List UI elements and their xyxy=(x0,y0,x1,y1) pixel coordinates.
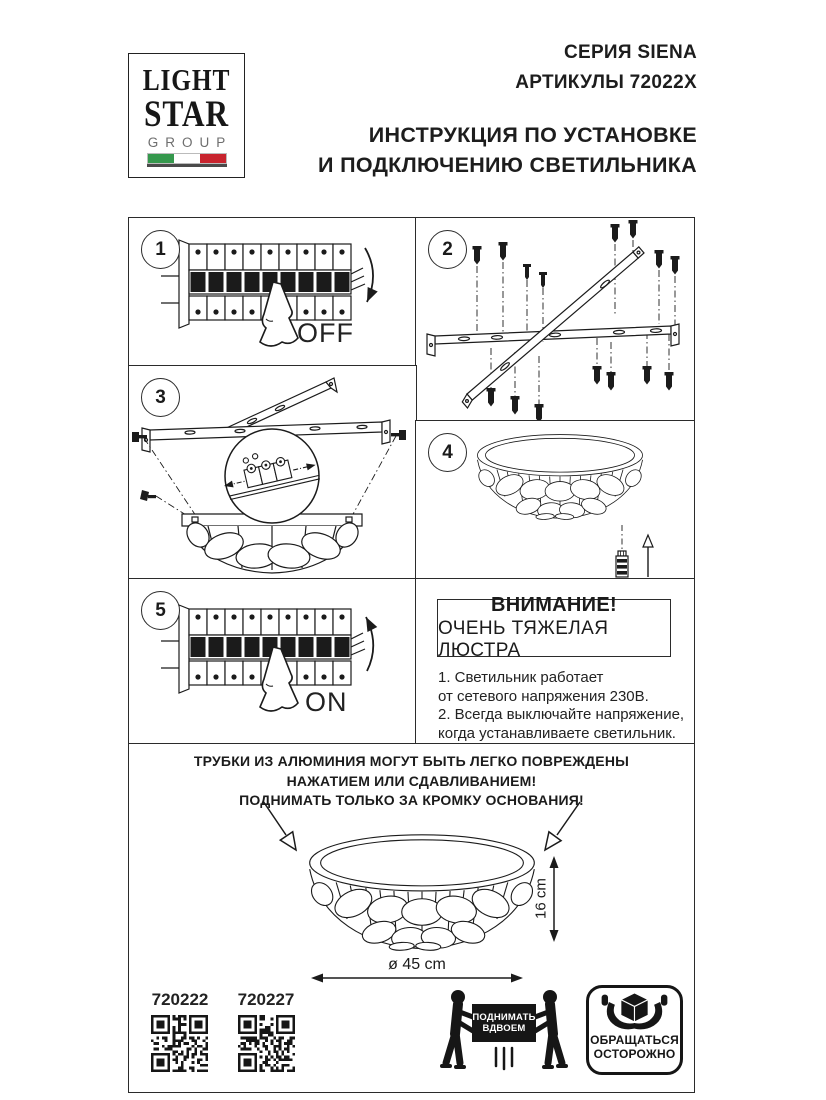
note-line-2: от сетевого напряжения 230В. xyxy=(438,687,649,705)
caution-line-2: НАЖАТИЕМ ИЛИ СДАВЛИВАНИЕМ! xyxy=(286,772,537,789)
italian-flag-stripe xyxy=(147,153,227,164)
logo-underline xyxy=(147,164,227,167)
care-badge-line-2: ОСТОРОЖНО xyxy=(593,1047,676,1061)
diameter-dimension-label: ø 45 cm xyxy=(388,956,446,973)
step-3-panel xyxy=(128,365,417,580)
warning-box xyxy=(437,594,671,661)
step-1-number-badge xyxy=(141,230,180,269)
circuit-breaker-on-diagram xyxy=(153,589,393,729)
lift-badge-line-2: ВДВОЕМ xyxy=(482,1023,526,1034)
step-4-number: 4 xyxy=(442,441,453,463)
instruction-title-line2: И ПОДКЛЮЧЕНИЮ СВЕТИЛЬНИКА xyxy=(318,153,697,177)
logo-word-group: GROUP xyxy=(147,135,233,150)
note-line-4: когда устанавливаете светильник. xyxy=(438,724,676,742)
lightstar-logo xyxy=(128,53,245,178)
step-3-number: 3 xyxy=(155,386,166,408)
step-4-panel xyxy=(415,420,695,580)
step-5-panel xyxy=(128,578,417,745)
warning-notes xyxy=(438,669,684,743)
step-2-number-badge xyxy=(428,230,467,269)
step-4-number-badge xyxy=(428,433,467,472)
breaker-off-label: OFF xyxy=(297,318,354,348)
step-5-number: 5 xyxy=(155,599,166,621)
handling-panel xyxy=(128,743,695,1093)
step-2-panel xyxy=(415,217,695,422)
step-1-panel xyxy=(128,217,417,367)
qr-code-720227 xyxy=(238,1015,295,1072)
lift-badge-text xyxy=(472,1004,536,1042)
flag-red-segment xyxy=(200,154,226,163)
warning-subtitle: ОЧЕНЬ ТЯЖЕЛАЯ ЛЮСТРА xyxy=(438,618,609,661)
article-code-2: 720227 xyxy=(237,990,295,1009)
logo-word-star: STAR xyxy=(144,94,229,135)
circuit-breaker-off-diagram xyxy=(153,224,393,364)
lift-badge-line-1: ПОДНИМАТЬ xyxy=(472,1012,536,1023)
articles-title: АРТИКУЛЫ 72022X xyxy=(515,72,697,93)
caution-line-3: ПОДНИМАТЬ ТОЛЬКО ЗА КРОМКУ ОСНОВАНИЯ! xyxy=(239,792,584,808)
care-badge-line-1: ОБРАЩАТЬСЯ xyxy=(590,1033,679,1047)
warning-title: ВНИМАНИЕ! xyxy=(491,594,617,616)
flag-green-segment xyxy=(148,154,174,163)
note-line-1: 1. Светильник работает xyxy=(438,669,604,686)
step-5-number-badge xyxy=(141,591,180,630)
bulb-part-insert-diagram xyxy=(608,525,662,579)
warning-panel xyxy=(415,578,695,745)
note-line-3: 2. Всегда выключайте напряжение, xyxy=(438,706,685,724)
article-code-1: 720222 xyxy=(151,990,209,1009)
lift-with-two-people-badge xyxy=(439,988,569,1080)
step-1-number: 1 xyxy=(155,238,166,260)
height-dimension-label: 16 cm xyxy=(532,878,550,919)
hands-holding-cube-icon xyxy=(590,991,679,1033)
instruction-title-line1: ИНСТРУКЦИЯ ПО УСТАНОВКЕ xyxy=(368,123,697,147)
series-title: СЕРИЯ SIENA xyxy=(563,42,697,63)
qr-code-720222 xyxy=(151,1015,208,1072)
steps-grid xyxy=(128,217,695,1093)
caution-line-1: ТРУБКИ ИЗ АЛЮМИНИЯ МОГУТ БЫТЬ ЛЕГКО ПОВРЕЖДЕНЫ xyxy=(193,753,630,769)
chandelier-diagram xyxy=(474,431,646,523)
flag-white-segment xyxy=(174,154,200,163)
handle-with-care-badge xyxy=(586,985,683,1075)
logo-word-light: LIGHT xyxy=(142,62,231,97)
breaker-on-label: ON xyxy=(305,687,348,717)
step-2-number: 2 xyxy=(442,238,453,260)
step-3-number-badge xyxy=(141,378,180,417)
